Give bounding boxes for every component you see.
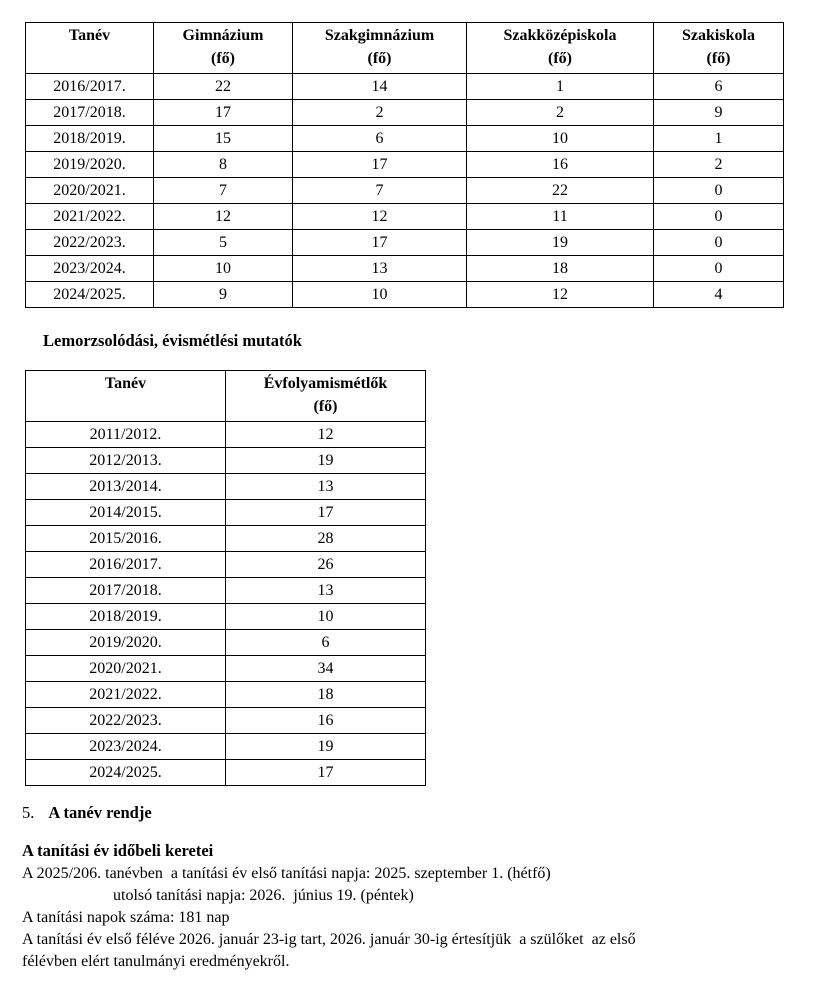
table-cell: 9 [154, 282, 293, 308]
table-row [26, 708, 426, 734]
table-cell: 9 [654, 100, 784, 126]
enrollment-table-head [26, 23, 784, 74]
table-cell: 17 [226, 760, 426, 786]
table-cell: 17 [293, 230, 467, 256]
table-cell: 17 [226, 500, 426, 526]
table-row [26, 500, 426, 526]
table-cell: 12 [293, 204, 467, 230]
table-cell: 1 [467, 74, 654, 100]
column-header-unit: (fő) [367, 50, 392, 68]
dropout-table-head [26, 371, 426, 422]
table-cell: 4 [654, 282, 784, 308]
table-cell: 2016/2017. [26, 74, 154, 100]
table-row [26, 422, 426, 448]
table-cell: 2019/2020. [26, 630, 226, 656]
dropout-heading: Lemorzsolódási, évismétlési mutatók [43, 331, 302, 350]
table-row [26, 578, 426, 604]
table-cell: 2020/2021. [26, 656, 226, 682]
column-header-unit: (fő) [313, 398, 338, 416]
enrollment-table-body [26, 74, 784, 308]
table-row [26, 204, 784, 230]
table-cell: 6 [226, 630, 426, 656]
column-header-unit: (fő) [211, 50, 235, 68]
table-cell: 2016/2017. [26, 552, 226, 578]
table-cell: 10 [293, 282, 467, 308]
table-row [26, 552, 426, 578]
table-cell: 2012/2013. [26, 448, 226, 474]
table-cell: 19 [226, 448, 426, 474]
table-cell: 2018/2019. [26, 604, 226, 630]
table-cell: 12 [467, 282, 654, 308]
table-row [26, 682, 426, 708]
column-header-label: Szakiskola [682, 27, 755, 44]
dropout-table-body [26, 422, 426, 786]
table-row [26, 230, 784, 256]
dropout-table [25, 370, 426, 786]
table-cell: 2024/2025. [26, 760, 226, 786]
table-cell: 2014/2015. [26, 500, 226, 526]
column-header-label: Évfolyamismétlők [263, 375, 388, 392]
paragraph-line: A tanítási napok száma: 181 nap [22, 909, 230, 926]
column-header-unit: (fő) [706, 50, 731, 68]
table-cell: 26 [226, 552, 426, 578]
table-cell: 17 [293, 152, 467, 178]
column-header [226, 371, 426, 422]
table-row [26, 526, 426, 552]
paragraph-line: A 2025/206. tanévben a tanítási év első tanítási napja: 2025. szeptember 1. (hétfő) [22, 865, 551, 882]
table-cell: 2 [654, 152, 784, 178]
header-row [26, 23, 784, 74]
table-row [26, 152, 784, 178]
table-cell: 18 [226, 682, 426, 708]
column-header [654, 23, 784, 74]
table-cell: 2020/2021. [26, 178, 154, 204]
table-cell: 6 [293, 126, 467, 152]
table-cell: 12 [226, 422, 426, 448]
table-cell: 13 [226, 474, 426, 500]
column-header [154, 23, 293, 74]
paragraph-line: félévben elért tanulmányi eredményekről. [22, 953, 290, 970]
table-cell: 2023/2024. [26, 256, 154, 282]
section-title: A tanév rendje [48, 803, 152, 822]
table-cell: 6 [654, 74, 784, 100]
table-row [26, 74, 784, 100]
table-cell: 15 [154, 126, 293, 152]
table-cell: 19 [226, 734, 426, 760]
table-cell: 2023/2024. [26, 734, 226, 760]
paragraph-line: utolsó tanítási napja: 2026. június 19. (péntek) [113, 887, 414, 904]
column-header-label: Gimnázium [182, 27, 264, 44]
table-cell: 2015/2016. [26, 526, 226, 552]
table-cell: 2019/2020. [26, 152, 154, 178]
schedule-paragraph [22, 863, 812, 973]
table-cell: 28 [226, 526, 426, 552]
table-cell: 18 [467, 256, 654, 282]
column-header-label: Szakközépiskola [503, 27, 617, 44]
table-cell: 12 [154, 204, 293, 230]
table-cell: 2021/2022. [26, 682, 226, 708]
table-row [26, 656, 426, 682]
table-cell: 34 [226, 656, 426, 682]
table-cell: 0 [654, 256, 784, 282]
table-cell: 2022/2023. [26, 708, 226, 734]
table-cell: 10 [154, 256, 293, 282]
table-cell: 14 [293, 74, 467, 100]
schedule-subtitle: A tanítási év időbeli keretei [22, 841, 214, 860]
table-cell: 7 [154, 178, 293, 204]
table-cell: 2018/2019. [26, 126, 154, 152]
column-header [26, 371, 226, 422]
table-row [26, 126, 784, 152]
table-cell: 1 [654, 126, 784, 152]
schedule-section-heading [22, 803, 152, 823]
table-cell: 22 [154, 74, 293, 100]
table-cell: 7 [293, 178, 467, 204]
column-header [26, 23, 154, 74]
column-header-label: Tanév [68, 27, 111, 44]
table-row [26, 100, 784, 126]
paragraph-line: A tanítási év első féléve 2026. január 23-ig tart, 2026. január 30-ig értesítjük a szülőket az első [22, 931, 636, 948]
table-cell: 19 [467, 230, 654, 256]
table-cell: 2 [467, 100, 654, 126]
table-cell: 2022/2023. [26, 230, 154, 256]
table-row [26, 448, 426, 474]
table-cell: 10 [467, 126, 654, 152]
table-cell: 2013/2014. [26, 474, 226, 500]
table-row [26, 256, 784, 282]
table-row [26, 178, 784, 204]
table-cell: 2021/2022. [26, 204, 154, 230]
column-header-label: Tanév [104, 375, 147, 392]
enrollment-table [25, 22, 784, 308]
table-row [26, 604, 426, 630]
table-cell: 2017/2018. [26, 578, 226, 604]
table-cell: 10 [226, 604, 426, 630]
table-cell: 0 [654, 230, 784, 256]
table-row [26, 630, 426, 656]
section-number: 5. [22, 803, 35, 822]
table-row [26, 734, 426, 760]
table-cell: 16 [226, 708, 426, 734]
column-header-label: Szakgimnázium [324, 27, 435, 44]
table-cell: 5 [154, 230, 293, 256]
table-cell: 11 [467, 204, 654, 230]
table-cell: 2017/2018. [26, 100, 154, 126]
column-header [293, 23, 467, 74]
header-row [26, 371, 426, 422]
table-cell: 8 [154, 152, 293, 178]
table-cell: 0 [654, 204, 784, 230]
table-cell: 17 [154, 100, 293, 126]
table-cell: 2024/2025. [26, 282, 154, 308]
table-row [26, 760, 426, 786]
column-header [467, 23, 654, 74]
table-cell: 0 [654, 178, 784, 204]
table-row [26, 282, 784, 308]
table-cell: 13 [293, 256, 467, 282]
table-cell: 16 [467, 152, 654, 178]
table-cell: 13 [226, 578, 426, 604]
table-row [26, 474, 426, 500]
table-cell: 2011/2012. [26, 422, 226, 448]
column-header-unit: (fő) [548, 50, 572, 68]
table-cell: 22 [467, 178, 654, 204]
table-cell: 2 [293, 100, 467, 126]
